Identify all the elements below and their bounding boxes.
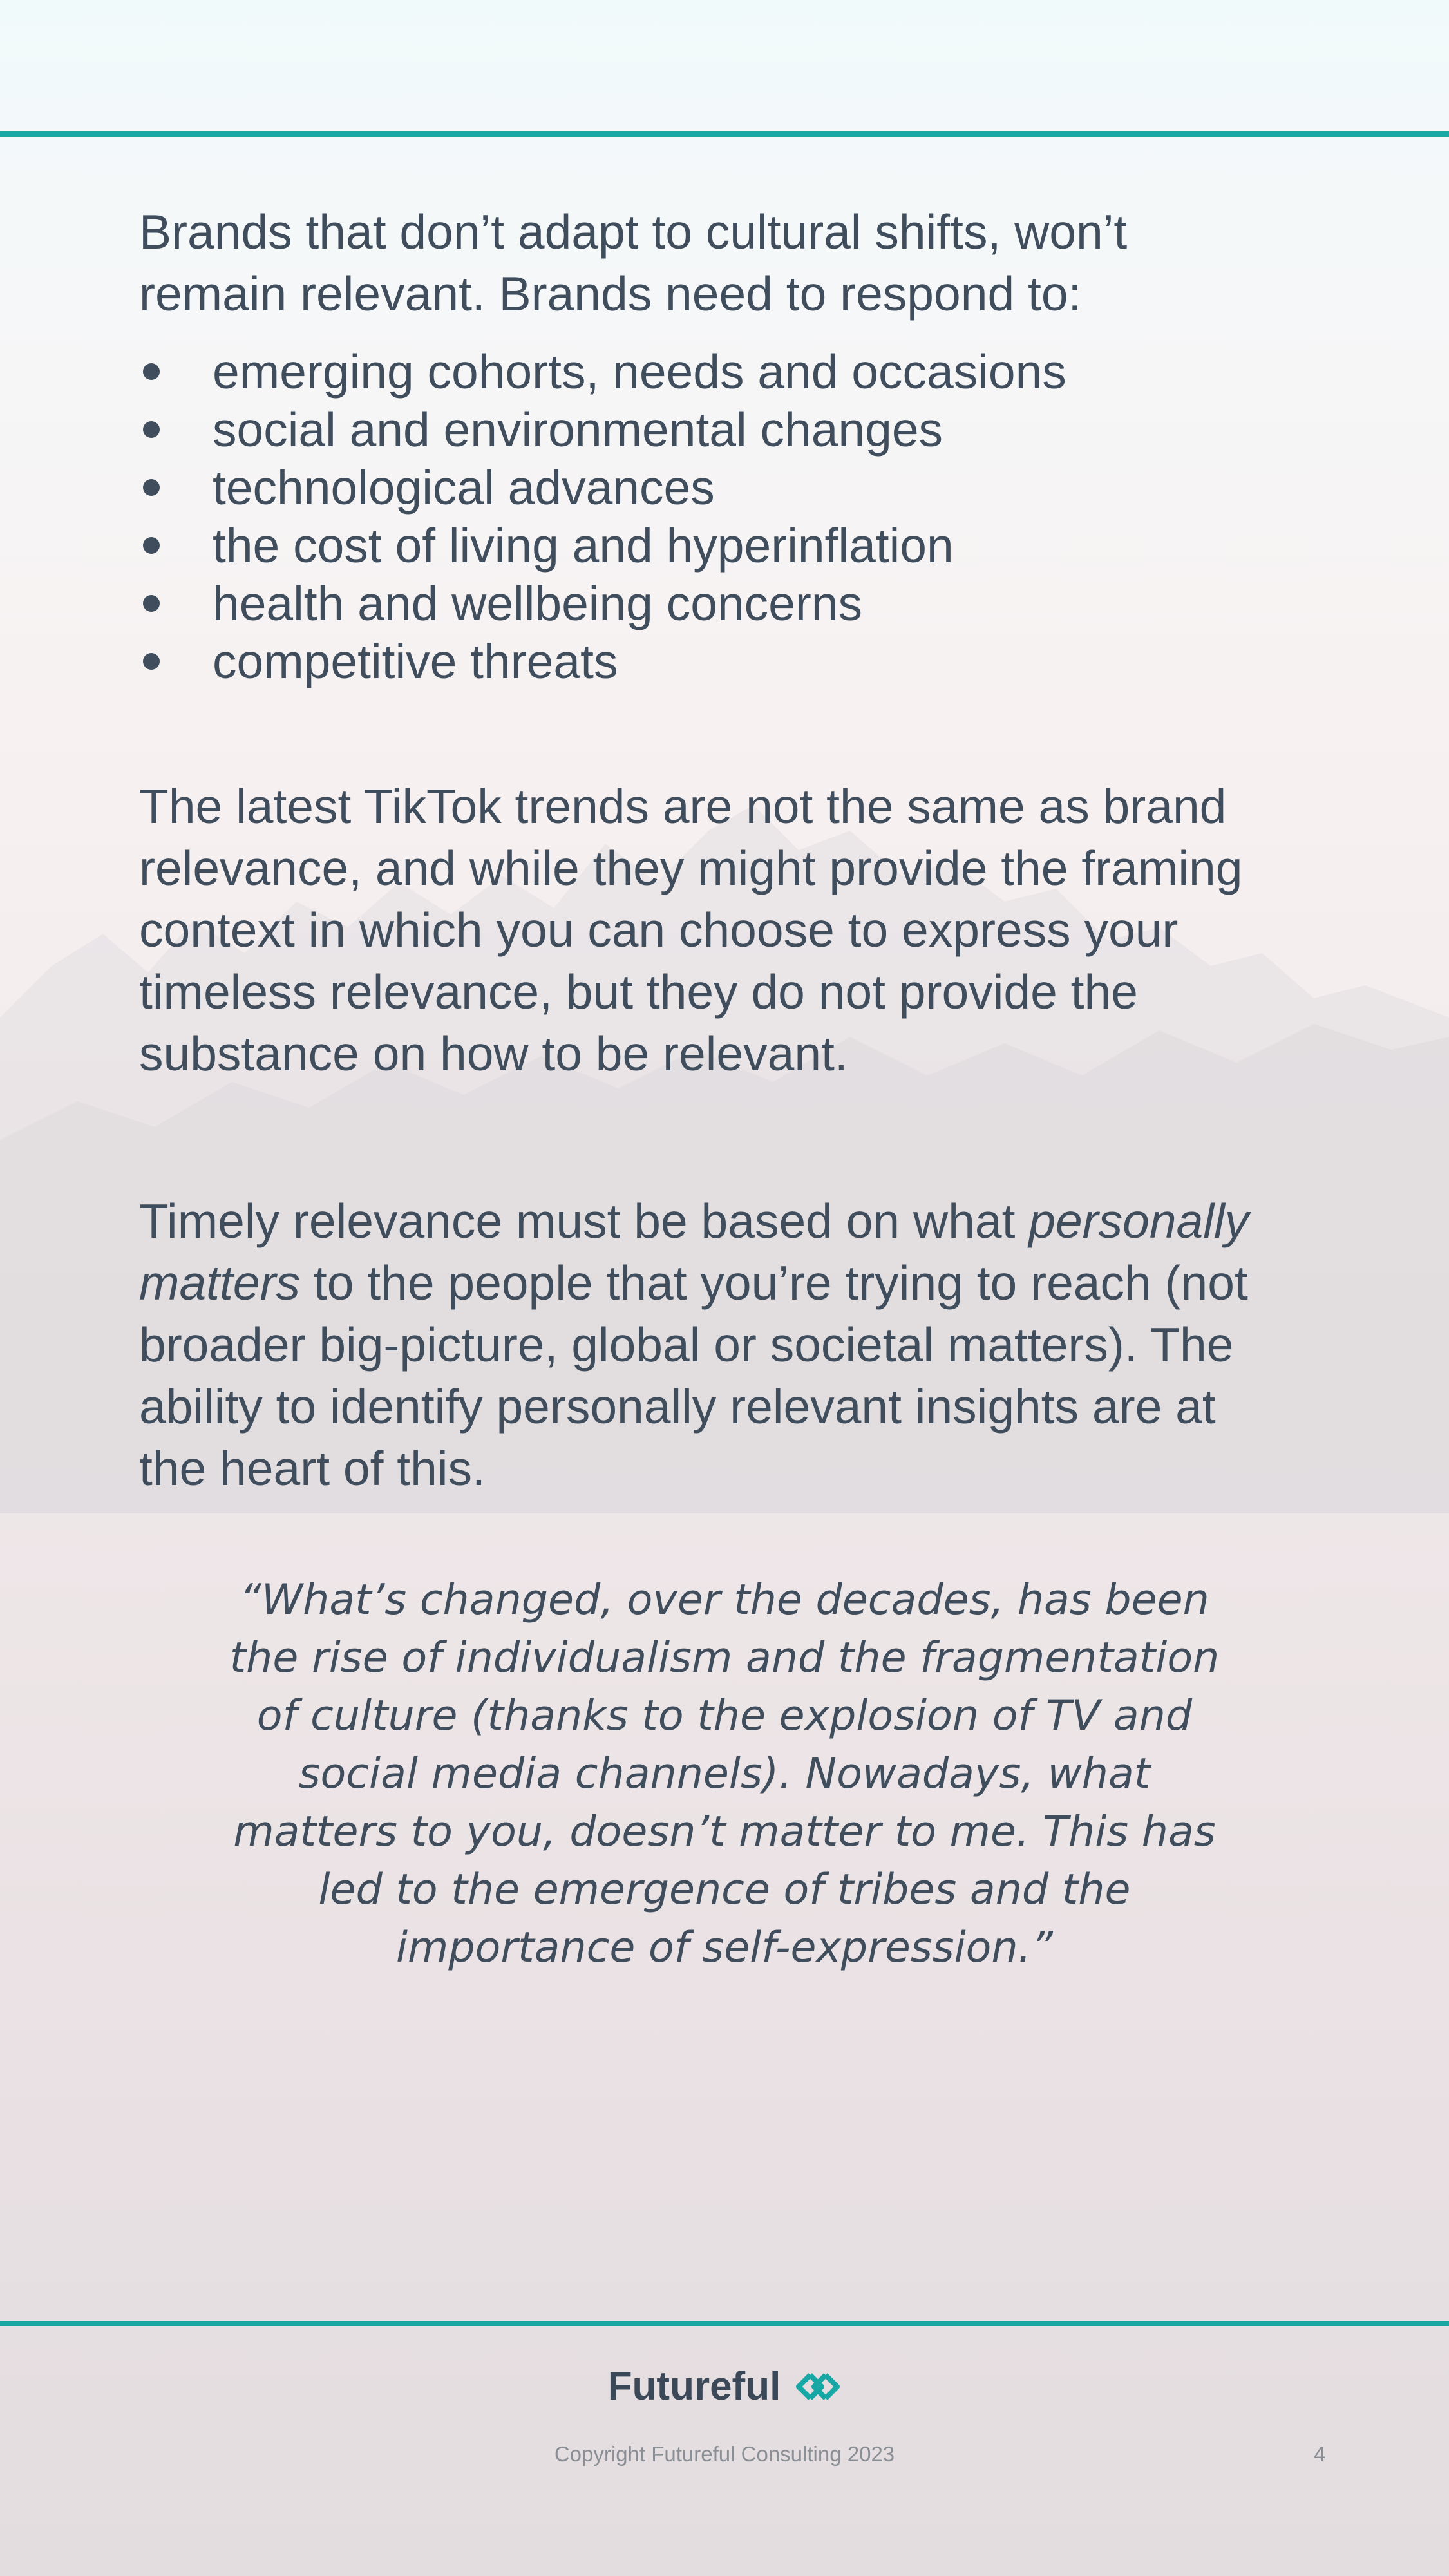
intro-line-1: Brands that don’t adapt to cultural shifts, won’t (139, 205, 1128, 259)
futureful-chevron-logo-icon (795, 2371, 841, 2402)
tiktok-paragraph: The latest TikTok trends are not the same as brand relevance, and while they might provide the framing context in which you can choose to express your timeless relevance, but they do not provide the substance on how to be relevant. (139, 779, 1243, 1081)
list-item: emerging cohorts, needs and occasions (139, 343, 1318, 401)
futureful-logo (0, 2363, 1449, 2409)
list-item: health and wellbeing concerns (139, 574, 1318, 632)
brand-name: Futureful (607, 2364, 781, 2409)
bottom-accent-rule (0, 2321, 1449, 2326)
bullet-icon (143, 363, 160, 380)
bullet-icon (143, 479, 160, 496)
top-accent-rule (0, 131, 1449, 137)
list-item: competitive threats (139, 632, 1318, 690)
page-body (139, 201, 1318, 1499)
bullet-icon (143, 653, 160, 670)
intro-paragraph (139, 201, 1318, 325)
list-item: social and environmental changes (139, 401, 1318, 459)
bullet-icon (143, 421, 160, 438)
pull-quote: “What’s changed, over the decades, has been the rise of individualism and the fragmentation of culture (thanks to the explosion of TV and social media channels). Nowadays, what matters to you, doesn’t matter to me. This has led to the emergence of tribes and the importance of self-expression.” (229, 1576, 1220, 1972)
page-number: 4 (1314, 2442, 1326, 2466)
bullet-icon (143, 537, 160, 554)
timely-relevance-paragraph: Timely relevance must be based on what personally matters to the people that you’re trying to reach (not broader big-picture, global or societal matters). The ability to identify personally relevant insights are at the heart of this. (139, 1194, 1249, 1495)
list-item: technological advances (139, 459, 1318, 516)
emphasis-matters: matters (139, 1256, 301, 1310)
bullet-icon (143, 595, 160, 612)
list-item: the cost of living and hyperinflation (139, 516, 1318, 574)
intro-line-2: remain relevant. Brands need to respond to: (139, 267, 1082, 321)
response-list (139, 343, 1318, 690)
copyright-text: Copyright Futureful Consulting 2023 (554, 2442, 895, 2466)
emphasis-personally: personally (1028, 1194, 1249, 1248)
